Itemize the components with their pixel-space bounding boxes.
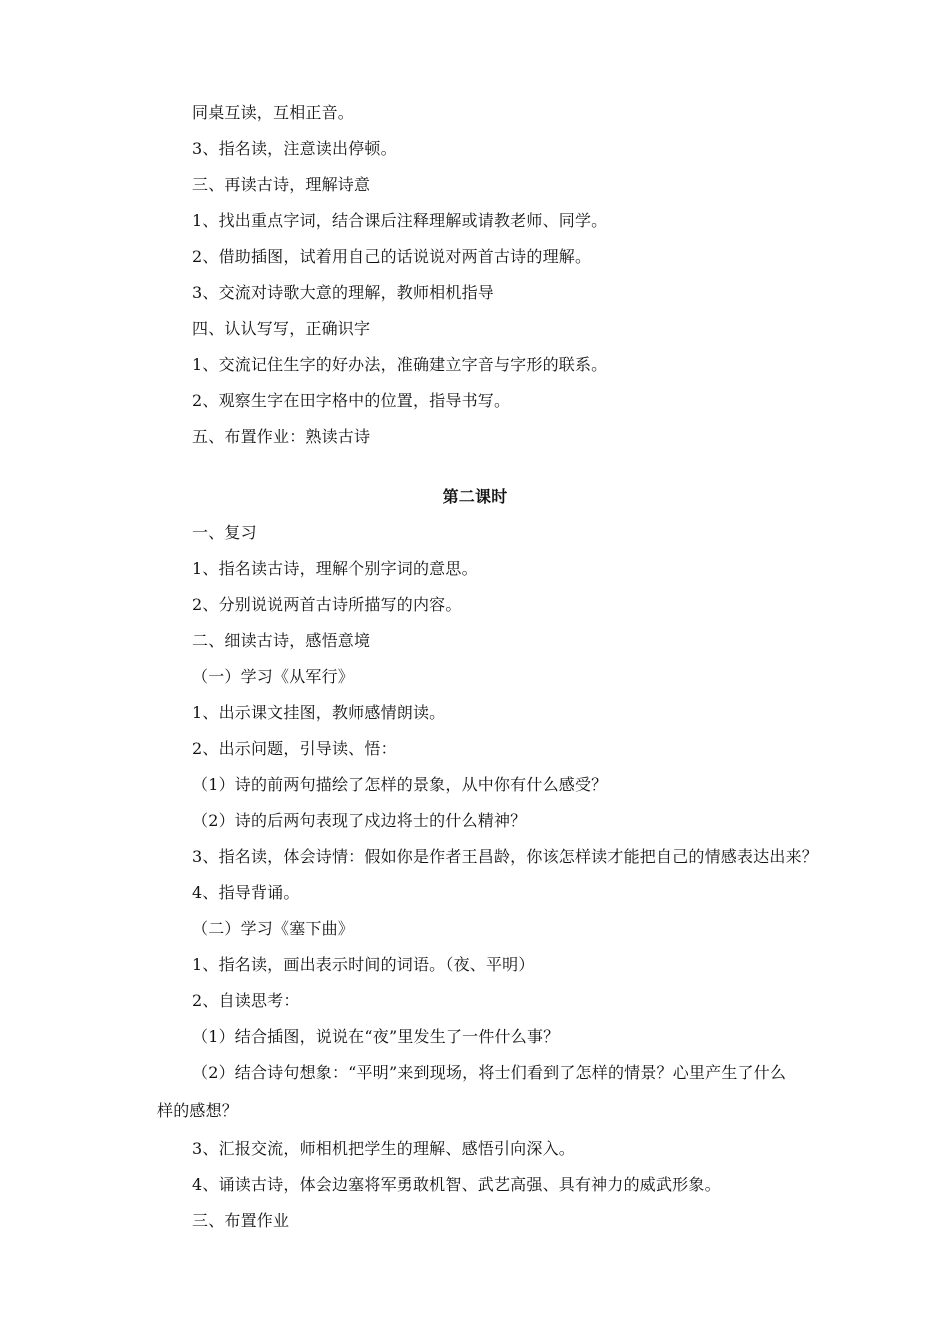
paragraph: （1）结合插图，说说在“夜”里发生了一件什么事？: [192, 1027, 560, 1046]
paragraph: 2、自读思考：: [192, 991, 300, 1010]
paragraph: 4、诵读古诗，体会边塞将军勇敢机智、武艺高强、具有神力的威武形象。: [192, 1175, 721, 1194]
subsection-heading: （一）学习《从军行》: [192, 667, 355, 686]
subsection-heading: （二）学习《塞下曲》: [192, 919, 355, 938]
section-heading-5: 五、布置作业：熟读古诗: [192, 427, 371, 446]
paragraph: 3、指名读，注意读出停顿。: [192, 139, 397, 158]
paragraph: 1、出示课文挂图，教师感情朗读。: [192, 703, 446, 722]
paragraph: 1、指名读，画出表示时间的词语。（夜、平明）: [192, 955, 535, 974]
paragraph: （2）结合诗句想象：“平明”来到现场，将士们看到了怎样的情景？心里产生了什么: [192, 1063, 787, 1082]
paragraph: （1）诗的前两句描绘了怎样的景象，从中你有什么感受？: [192, 775, 608, 794]
paragraph: 2、出示问题，引导读、悟：: [192, 739, 397, 758]
section-heading-2: 二、细读古诗，感悟意境: [192, 631, 371, 650]
paragraph: 1、交流记住生字的好办法，准确建立字音与字形的联系。: [192, 355, 608, 374]
paragraph: 同桌互读，互相正音。: [192, 103, 355, 122]
paragraph: 2、借助插图，试着用自己的话说说对两首古诗的理解。: [192, 247, 592, 266]
paragraph: 2、分别说说两首古诗所描写的内容。: [192, 595, 462, 614]
paragraph: 4、指导背诵。: [192, 883, 300, 902]
paragraph: 3、指名读，体会诗情：假如你是作者王昌龄，你该怎样读才能把自己的情感表达出来？: [192, 847, 818, 866]
paragraph: 2、观察生字在田字格中的位置，指导书写。: [192, 391, 511, 410]
paragraph: （2）诗的后两句表现了戍边将士的什么精神？: [192, 811, 527, 830]
paragraph: 1、找出重点字词，结合课后注释理解或请教老师、同学。: [192, 211, 608, 230]
section-title: 第二课时: [442, 487, 508, 506]
section-heading-4: 四、认认写写，正确识字: [192, 319, 371, 338]
paragraph: 3、汇报交流，师相机把学生的理解、感悟引向深入。: [192, 1139, 575, 1158]
paragraph: 3、交流对诗歌大意的理解，教师相机指导: [192, 283, 494, 302]
section-heading-3: 三、再读古诗，理解诗意: [192, 175, 371, 194]
section-heading-3: 三、布置作业: [192, 1211, 290, 1230]
section-heading-1: 一、复习: [192, 523, 257, 542]
paragraph-continuation: 样的感想？: [157, 1101, 239, 1120]
paragraph: 1、指名读古诗，理解个别字词的意思。: [192, 559, 478, 578]
